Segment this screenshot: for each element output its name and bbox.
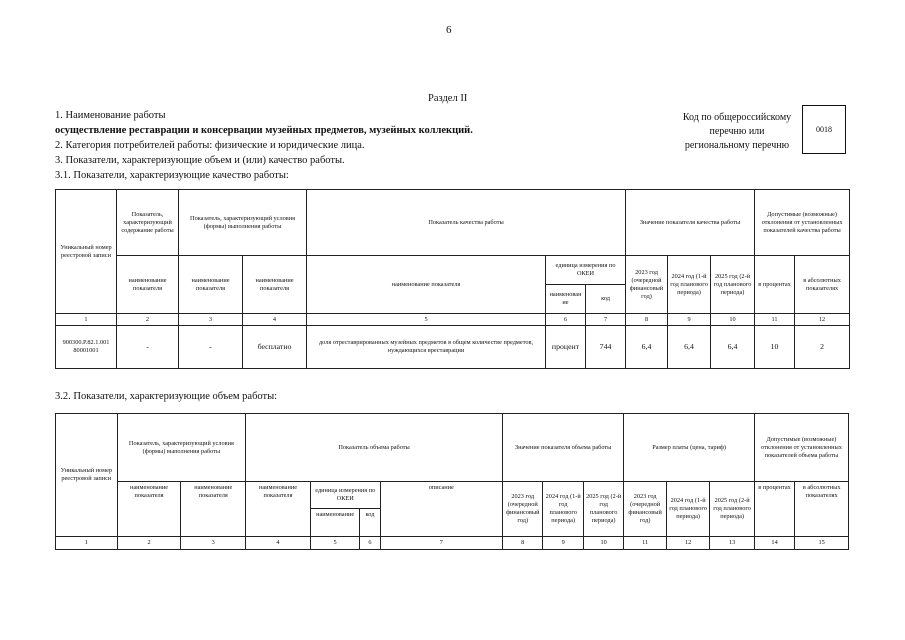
t1-col-number: 7 [586, 314, 626, 326]
t1-header-values: Значение показателя качества работы [626, 190, 755, 256]
t2-sub-percent: в процентах [754, 482, 794, 537]
t1-col-number: 10 [711, 314, 755, 326]
section-title: Раздел II [428, 93, 468, 104]
t1-registry-number: 900300.Р.82.1.001 80001001 [56, 326, 117, 369]
t2-header-conditions: Показатель, характеризующий условия (формы) выполнения работы [117, 414, 245, 482]
t2-col-number: 6 [360, 537, 380, 550]
t2-sub-description: описание [380, 482, 502, 537]
t2-sub-unit-name: наименование [310, 509, 360, 537]
t1-sub-2023: 2023 год (очередной финансовый год) [626, 256, 668, 314]
t2-header-registry: Уникальный номер реестровой записи [56, 414, 118, 537]
work-name-value: осуществление реставрации и консервации музейных предметов, музейных коллекций. [55, 125, 473, 136]
t2-sub-unit: единица измерения по ОКЕИ [310, 482, 380, 509]
t2-col-number: 7 [380, 537, 502, 550]
code-label-line3: региональному перечню [684, 140, 790, 151]
t2-sub-absolute: в абсолютных показателях [795, 482, 849, 537]
t2-col-number: 14 [754, 537, 794, 550]
t2-sub-fee-2025: 2025 год (2-й год планового периода) [710, 482, 755, 537]
t1-col-number: 5 [307, 314, 546, 326]
t2-col-number: 10 [583, 537, 623, 550]
t1-sub-unit-code: код [586, 285, 626, 314]
t2-col-number: 3 [181, 537, 246, 550]
t2-col-number: 1 [56, 537, 118, 550]
t2-col-number: 8 [503, 537, 543, 550]
t2-sub-2023: 2023 год (очередной финансовый год) [503, 482, 543, 537]
t2-col-number: 5 [310, 537, 360, 550]
volume-heading: 3.2. Показатели, характеризующие объем работы: [55, 391, 278, 402]
t1-unit-name: процент [546, 326, 586, 369]
quality-heading: 3.1. Показатели, характеризующие качество работы: [55, 170, 289, 181]
t2-sub-name3: наименование показателя [246, 482, 311, 537]
t1-col-number: 2 [117, 314, 179, 326]
t1-condition-fee: бесплатно [243, 326, 307, 369]
t1-conditions-value: - [179, 326, 243, 369]
t2-number-row [56, 537, 849, 550]
t1-header-conditions: Показатель, характеризующий условия (формы) выполнения работы [179, 190, 307, 256]
t2-col-number: 4 [246, 537, 311, 550]
t1-number-row [56, 314, 850, 326]
t1-data-row [56, 326, 850, 369]
t2-sub-fee-2024: 2024 год (1-й год планового периода) [666, 482, 709, 537]
code-value: 0018 [816, 125, 832, 134]
t2-sub-2025: 2025 год (2-й год планового периода) [583, 482, 623, 537]
t1-sub-absolute: в абсолютных показателях [795, 256, 850, 314]
t2-sub-name2: наименование показателя [181, 482, 246, 537]
t1-col-number: 4 [243, 314, 307, 326]
t1-header-content: Показатель, характеризующий содержание работы [117, 190, 179, 256]
t1-sub-percent: в процентах [755, 256, 795, 314]
t1-sub-name3: наименование показателя [243, 256, 307, 314]
code-label [672, 111, 802, 153]
t2-col-number: 9 [543, 537, 583, 550]
t2-header-fee: Размер платы (цена, тариф) [624, 414, 754, 482]
t1-sub-2024: 2024 год (1-й год планового периода) [668, 256, 711, 314]
t2-col-number: 11 [624, 537, 666, 550]
work-name-label: 1. Наименование работы [55, 110, 166, 121]
t2-sub-unit-code: код [360, 509, 380, 537]
t1-header-deviation: Допустимые (возможные) отклонения от установленных показателей качества работы [755, 190, 850, 256]
t1-col-number: 6 [546, 314, 586, 326]
t1-col-number: 8 [626, 314, 668, 326]
t1-sub-name2: наименование показателя [179, 256, 243, 314]
code-label-line1: Код по общероссийскому [682, 112, 792, 123]
t1-col-number: 12 [795, 314, 850, 326]
t1-deviation-percent: 10 [755, 326, 795, 369]
t1-sub-name1: наименование показателя [117, 256, 179, 314]
t2-col-number: 2 [117, 537, 181, 550]
t2-header-deviation: Допустимые (возможные) отклонения от установленных показателей объема работы [754, 414, 848, 482]
indicators-heading: 3. Показатели, характеризующие объем и (или) качество работы. [55, 155, 345, 166]
t2-sub-2024: 2024 год (1-й год планового периода) [543, 482, 583, 537]
t1-value-2023: 6,4 [626, 326, 668, 369]
code-label-line2: перечню или [709, 126, 765, 137]
t2-sub-fee-2023: 2023 год (очередной финансовый год) [624, 482, 666, 537]
t1-col-number: 9 [668, 314, 711, 326]
t1-col-number: 11 [755, 314, 795, 326]
t1-col-number: 1 [56, 314, 117, 326]
consumer-category: 2. Категория потребителей работы: физические и юридические лица. [55, 140, 365, 151]
t1-col-number: 3 [179, 314, 243, 326]
t2-col-number: 15 [795, 537, 849, 550]
t2-sub-name1: наименование показателя [117, 482, 181, 537]
t1-unit-code: 744 [586, 326, 626, 369]
page-number: 6 [446, 24, 452, 36]
t2-col-number: 13 [710, 537, 755, 550]
quality-table [55, 189, 850, 369]
t2-header-values: Значение показателя объема работы [503, 414, 624, 482]
t1-value-2025: 6,4 [711, 326, 755, 369]
t1-deviation-absolute: 2 [795, 326, 850, 369]
t1-header-registry: Уникальный номер реестровой записи [56, 190, 117, 314]
t1-sub-indicator: наименование показателя [307, 256, 546, 314]
t1-sub-2025: 2025 год (2-й год планового периода) [711, 256, 755, 314]
t2-header-volume: Показатель объема работы [246, 414, 503, 482]
t1-header-quality: Показатель качества работы [307, 190, 626, 256]
volume-table [55, 413, 849, 550]
t1-sub-unit: единица измерения по ОКЕИ [546, 256, 626, 285]
t1-content-value: - [117, 326, 179, 369]
code-box [802, 105, 846, 154]
t1-sub-unit-name: наименован ие [546, 285, 586, 314]
t1-indicator-name: доля отреставрированных музейных предметов в общем количестве предметов, нуждающихся вреставрации [307, 326, 546, 369]
t1-value-2024: 6,4 [668, 326, 711, 369]
t2-col-number: 12 [666, 537, 709, 550]
